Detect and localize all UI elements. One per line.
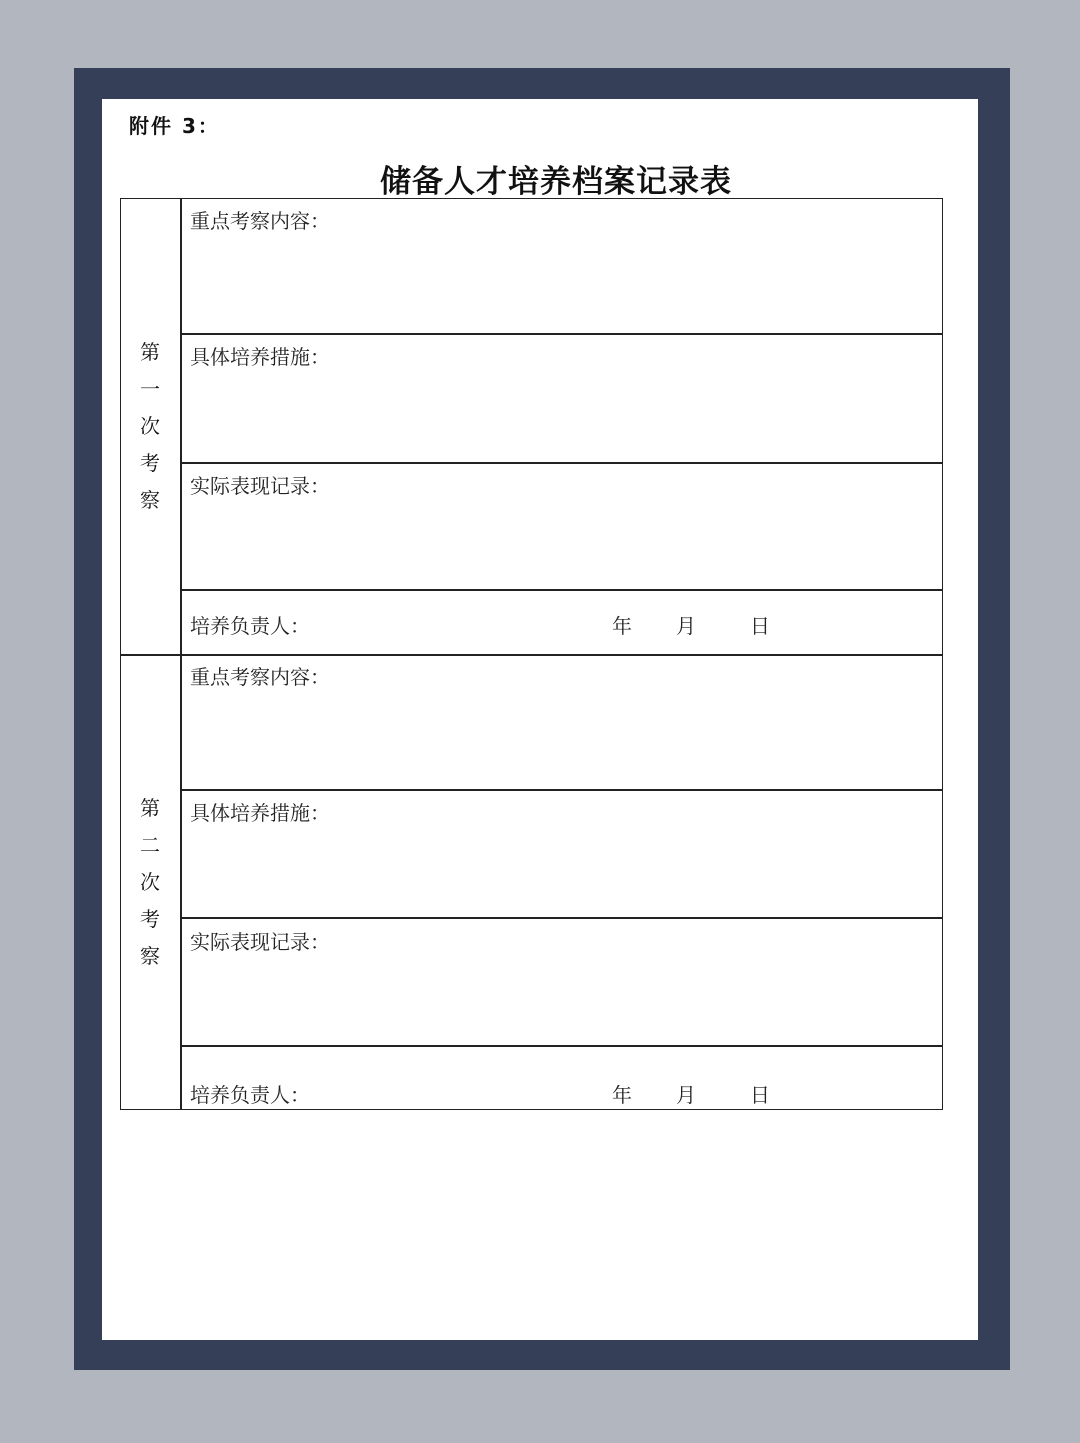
row-divider	[180, 589, 943, 591]
section-2-responsible-label: 培养负责人：	[190, 1083, 310, 1107]
row-divider	[180, 462, 943, 464]
side-char: 察	[140, 488, 160, 512]
section-2-year-label: 年	[612, 1083, 632, 1107]
row-divider	[180, 917, 943, 919]
side-char: 一	[140, 377, 160, 401]
row-divider	[180, 789, 943, 791]
section-1-side-label	[120, 334, 180, 519]
section-1-year-label: 年	[612, 614, 632, 638]
section-1-measures-label: 具体培养措施：	[190, 345, 330, 369]
section-2-measures-label: 具体培养措施：	[190, 801, 330, 825]
side-char: 考	[140, 451, 160, 475]
section-2-side-label	[120, 790, 180, 975]
side-char: 二	[140, 833, 160, 857]
side-char: 察	[140, 944, 160, 968]
attachment-label: 附件 3：	[129, 114, 220, 138]
section-1-responsible-label: 培养负责人：	[190, 614, 310, 638]
section-1-day-label: 日	[750, 614, 770, 638]
section-2-month-label: 月	[676, 1083, 696, 1107]
section-divider	[120, 654, 943, 656]
section-1-month-label: 月	[676, 614, 696, 638]
side-char: 考	[140, 907, 160, 931]
side-char: 次	[140, 414, 160, 438]
side-char: 第	[140, 340, 160, 364]
section-2-performance-label: 实际表现记录：	[190, 930, 330, 954]
side-char: 第	[140, 796, 160, 820]
section-2-focus-label: 重点考察内容：	[190, 665, 330, 689]
row-divider	[180, 333, 943, 335]
side-char: 次	[140, 870, 160, 894]
section-2-day-label: 日	[750, 1083, 770, 1107]
section-1-performance-label: 实际表现记录：	[190, 474, 330, 498]
section-1-focus-label: 重点考察内容：	[190, 209, 330, 233]
page-title: 储备人才培养档案记录表	[380, 164, 732, 200]
row-divider	[180, 1045, 943, 1047]
